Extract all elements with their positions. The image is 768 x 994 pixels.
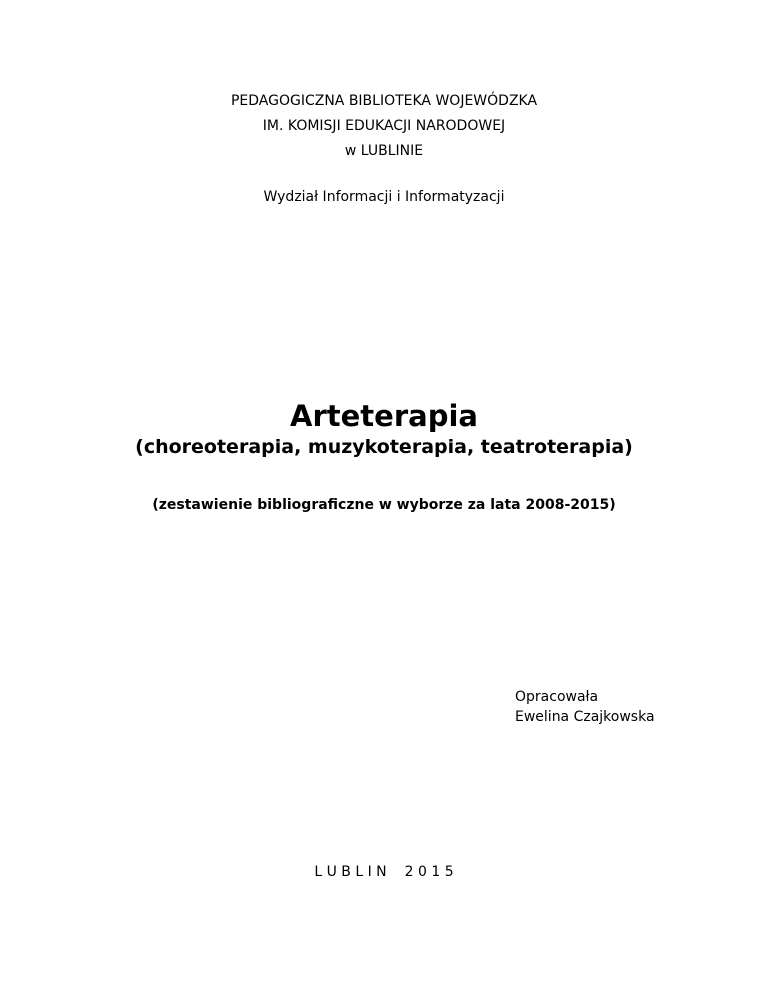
institution-name-line-1: PEDAGOGICZNA BIBLIOTEKA WOJEWÓDZKA — [230, 93, 538, 109]
compiler-role-label: Opracowała — [515, 689, 599, 705]
institution-name-line-2: IM. KOMISJI EDUKACJI NARODOWEJ — [262, 118, 506, 134]
document-description: (zestawienie bibliograficzne w wyborze za lata 2008-2015) — [152, 497, 616, 513]
document-title: Arteterapia — [290, 399, 478, 433]
place-and-year — [0, 862, 768, 882]
year: 2 0 1 5 — [404, 864, 454, 880]
document-subtitle: (choreoterapia, muzykoterapia, teatroterapia) — [135, 436, 633, 458]
compiler-name: Ewelina Czajkowska — [515, 709, 655, 725]
department-name: Wydział Informacji i Informatyzacji — [263, 189, 505, 205]
institution-location: w LUBLINIE — [344, 143, 424, 159]
place: L U B L I N — [314, 864, 387, 880]
